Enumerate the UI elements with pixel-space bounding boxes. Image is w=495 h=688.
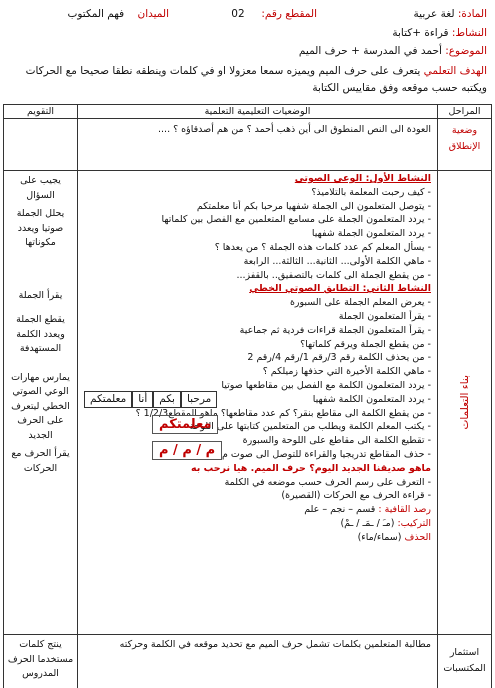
unit-number: 02: [231, 8, 245, 20]
learning-eval: [4, 171, 78, 635]
line-b-10: - تقطيع الكلمة الى مقاطع على اللوحة والسبورة: [242, 435, 431, 447]
word-box-2: بكم: [153, 391, 181, 408]
line-b-5: - ماهي الكلمة الأخيرة التي حذفها زميلكم ؟: [262, 366, 431, 378]
syllable-box: [152, 441, 222, 460]
eval-header: التقويم: [4, 105, 78, 119]
topic-label: الموضوع:: [445, 45, 487, 57]
activity-value: قراءة +كتابة: [392, 27, 449, 39]
composition-label: التركيب:: [397, 517, 431, 529]
line-b-8: - من يقطع الكلمة الى مقاطع بنقر؟ كم عدد مقاطعها؟ ماهو المقطع1/2/3 ؟: [135, 407, 431, 419]
target-word: معلمتكم: [152, 415, 218, 434]
eval-item-1: يحلل الجملة صوتيا ويعدد مكوناتها: [16, 208, 65, 248]
goal-label: الهدف التعلمي: [423, 65, 487, 77]
launch-content: [78, 119, 438, 171]
reinvest-stage: استثمار المكتسبات: [438, 635, 492, 688]
line-a-0: - كيف رحبت المعلمة بالتلاميذ؟: [311, 186, 431, 198]
learning-row: [4, 171, 492, 635]
learning-stage: بناء التعلمات: [458, 375, 471, 430]
line-b-0: - يعرض المعلم الجملة على السبورة: [289, 297, 431, 309]
deletion-value: (سماء/ماء): [357, 531, 402, 543]
word-box-3: أنا: [132, 391, 153, 408]
deletion-label: الحذف: [404, 531, 431, 543]
word-box-4: معلمتكم: [84, 391, 132, 408]
subject-label: المادة:: [457, 8, 487, 20]
unit-label: المقطع رقم:: [261, 8, 317, 20]
learning-content: [78, 171, 438, 635]
line-c-1: - قراءة الحرف مع الحركات (القصيرة): [281, 490, 431, 502]
line-b-3: - من يقطع الجملة ويرقم كلماتها؟: [300, 338, 431, 350]
word-box-1: مرحبا: [181, 391, 217, 408]
eval-item-0: يجيب على السؤال: [20, 175, 61, 201]
target-word-box: [152, 415, 218, 434]
topic-value: أحمد في المدرسة + حرف الميم: [298, 45, 442, 57]
syllable-segments: م / م / م: [152, 441, 222, 460]
line-a-5: - ماهي الكلمة الأولى... الثانية... الثالثة... الرابعة: [243, 255, 431, 267]
reinvest-eval: ينتج كلمات مستخدما الحرف المدروس: [4, 635, 78, 688]
line-b-4: - من يحذف الكلمة رقم 3/رقم 1/رقم 4/رقم 2: [247, 352, 431, 364]
activity-label: النشاط:: [451, 27, 487, 39]
subject-value: لغة عربية: [413, 8, 455, 20]
stages-header: المراحل: [438, 105, 492, 119]
composition-value: (مـَ / ـمَـ / ـمْ): [340, 517, 395, 529]
goal-line-2: ويكتبه حسب موقعه وفق مقاييس الكتابة: [312, 82, 487, 94]
lesson-table: [3, 104, 492, 688]
eval-item-4: يمارس مهارات الوعي الصوتي الخطي ليتعرف على الحرف الجديد: [11, 371, 70, 441]
rhyme-label: رصد القافية :: [378, 504, 431, 516]
line-b-11: - حذف المقاطع تدريجيا والقراءة للتوصل الى صوت م: [222, 448, 431, 460]
line-c-0: - التعرف على رسم الحرف حسب موضعه في الكلمة: [224, 476, 431, 488]
line-b-1: - يقرأ المتعلمون الجملة: [338, 310, 431, 322]
line-a-4: - يسأل المعلم كم عدد كلمات هذه الجملة ؟ من يعدها ؟: [214, 241, 431, 253]
eval-item-2: يقرأ الجملة: [18, 289, 63, 301]
reinvest-text: مطالبة المتعلمين بكلمات تشمل حرف الميم مع تحديد موقعه في الكلمة وحركته: [119, 639, 431, 650]
line-a-2: - يردد المتعلمون الجملة على مسامع المتعلمين مع الفصل بين كلماتها: [161, 214, 431, 226]
eval-item-3: يقطع الجملة ويعدد الكلمة المستهدفة: [16, 314, 65, 354]
line-a-1: - يتوصل المتعلمون الى الجملة شفهيا مرحبا بكم أنا معلمتكم: [196, 200, 431, 212]
line-b-9: - يكتب المعلم الكلمة ويطلب من المتعلمين كتابتها على اللوحة: [189, 421, 431, 433]
rhyme-value: قسم – نجم – علم: [304, 504, 376, 516]
launch-stage: وضعية الإنطلاق: [438, 119, 492, 171]
sentence-word-boxes: [84, 391, 217, 408]
table-header-row: [4, 105, 492, 119]
launch-text: العودة الى النص المنطوق الى أين ذهب أحمد ؟ من هم أصدقاؤه ؟ ....: [158, 124, 431, 135]
activity1-title: النشاط الأول: الوعي الصوتي: [294, 173, 431, 184]
goal-line-1: يتعرف على حرف الميم ويميزه سمعا معزولا او في كلمات وينطقه نطقا صحيحا مع الحركات: [25, 65, 421, 77]
line-a-3: - يردد المتعلمون الجملة شفهيا: [311, 228, 431, 240]
launch-row: [4, 119, 492, 171]
line-b-6: - يردد المتعلمون الكلمة مع الفصل بين مقاطعها صوتيا: [221, 379, 431, 391]
situations-header: الوضعيات التعليمية التعلمية: [78, 105, 438, 119]
launch-eval: [4, 119, 78, 171]
header-row-2: [8, 27, 487, 39]
learning-stage-cell: [438, 171, 492, 635]
reinvest-row: [4, 635, 492, 688]
header-row-3: [8, 45, 487, 57]
field-label: الميدان: [137, 8, 169, 20]
activity2-title: النشاط الثاني: التطابق الصوتي الخطي: [249, 283, 431, 295]
line-b-2: - يقرأ المتعلمون الجملة قراءات فردية ثم جماعية: [239, 324, 431, 336]
line-b-7: - يردد المتعلمون الكلمة شفهيا: [312, 393, 431, 405]
eval-item-5: يقرأ الحرف مع الحركات: [11, 448, 70, 474]
new-letter-question: ماهو صديقنا الجديد اليوم؟ حرف الميم. هيا نرحب به: [191, 462, 431, 474]
line-a-6: - من يقطع الجملة الى كلمات بالتصفيق.. بالقفز...: [236, 269, 431, 281]
word-boxes: [84, 391, 217, 408]
learning-goal: [8, 63, 487, 97]
reinvest-content: [78, 635, 438, 688]
field-value: فهم المكتوب: [67, 8, 125, 20]
